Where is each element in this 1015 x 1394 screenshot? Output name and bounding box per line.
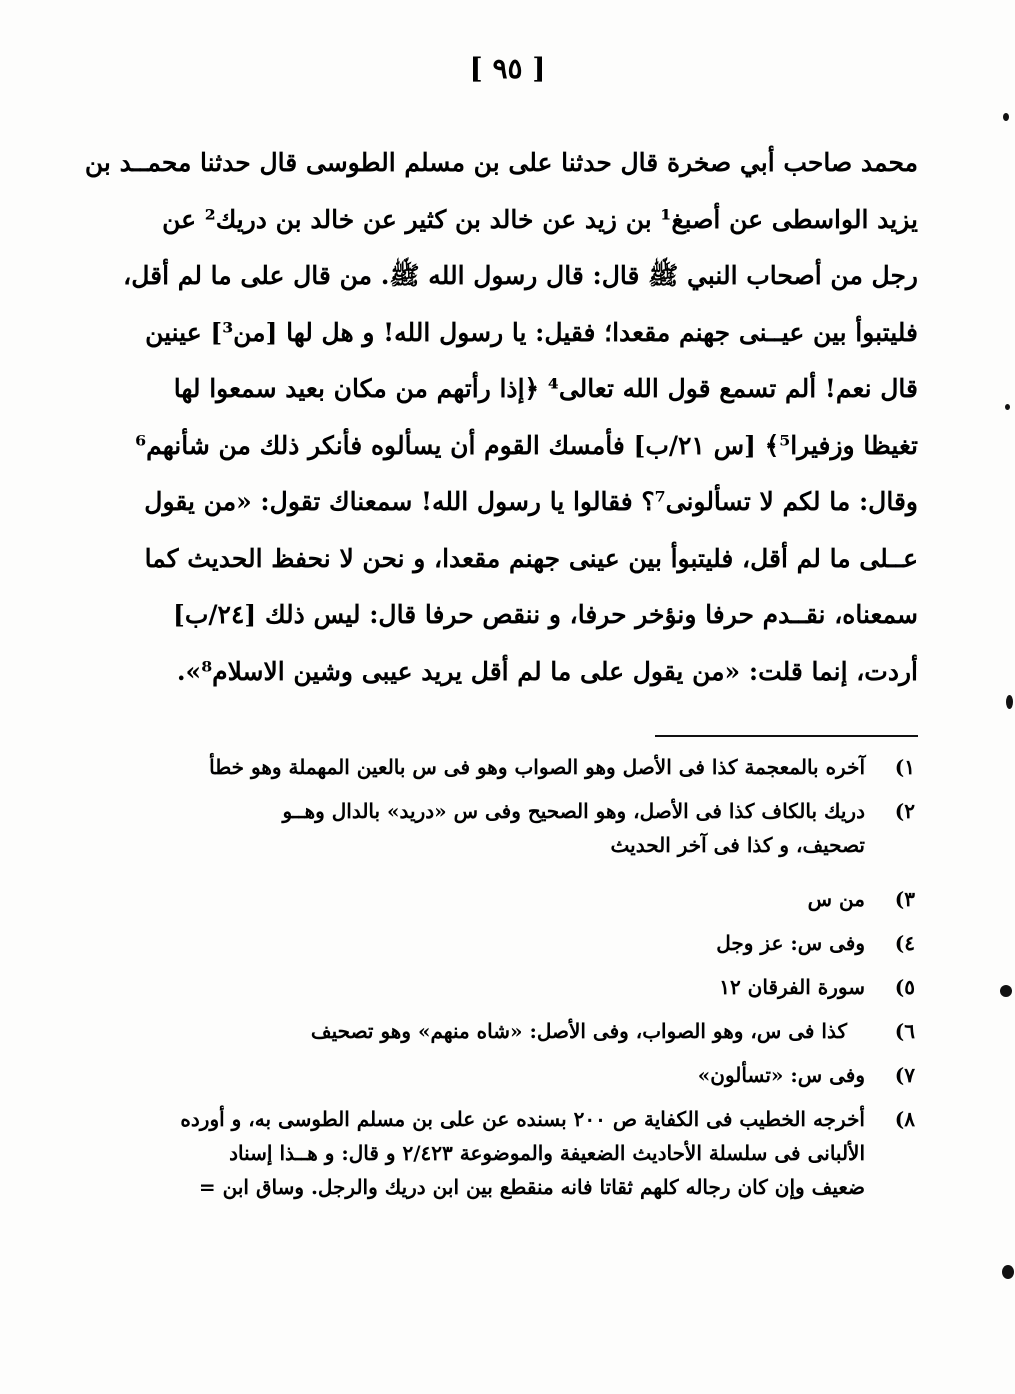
body-line: قال نعم! ألم تسمع قول الله تعالى⁴ ﴿إذا رأتهم من مكان بعيد سمعوا لها [173,374,918,403]
footnote-text [175,1014,865,1048]
footnote-line: الألبانى فى سلسلة الأحاديث الضعيفة والموضوعة ٢/٤٢٣ و قال: و هــذا إسناد [229,1141,865,1165]
footnote-item [175,1014,915,1048]
body-line: وقال: ما لكم لا تسألونى⁷؟ فقالوا يا رسول الله! سمعناك تقول: «من يقول [144,487,918,516]
footnote-line: تصحيف، و كذا فى آخر الحديث [610,833,865,857]
body-line: سمعناه، نقــدم حرفا ونؤخر حرفا، و ننقص حرفا قال: ليس ذلك [٢٤/ب] [173,600,918,629]
footnote-line: آخره بالمعجمة كذا فى الأصل وهو الصواب وهو فى س بالعين المهملة وهو خطأ [209,755,865,779]
footnote-text [175,1102,865,1204]
footnote-separator [655,735,918,737]
footnote-number: ٤) [894,931,915,955]
footnote-line: كذا فى س، وهو الصواب، وفى الأصل: «شاه منهم» وهو تصحيف [310,1019,847,1043]
page-number: [ ٩٥ ] [469,52,546,85]
body-line: عــلى ما لم أقل، فليتبوأ بين عينى جهنم مقعدا، و نحن لا نحفظ الحديث كما [144,543,918,573]
footnote-item [175,882,915,916]
body-line: أردت، إنما قلت: «من يقول على ما لم أقل يريد عيبى وشين الاسلام⁸». [176,656,918,686]
scan-mark [1003,113,1009,121]
body-line: تغيظا وزفيرا⁵﴾ [س ٢١/ب] فأمسك القوم أن يسألوه فأنكر ذلك من شأنهم⁶ [135,430,918,460]
footnote-line: من س [807,887,865,911]
footnotes-section [175,750,915,1214]
footnote-number: ٥) [894,975,915,999]
footnote-item [175,794,915,862]
footnote-text [175,750,865,784]
footnote-text [175,794,865,862]
body-line: رجل من أصحاب النبي ﷺ قال: قال رسول الله ﷺ. من قال على ما لم أقل، [123,261,918,290]
scan-mark [1006,695,1013,709]
body-line: فليتبوأ بين عيــنى جهنم مقعدا؛ فقيل: يا رسول الله! و هل لها [من³] عينين [145,317,918,347]
footnote-line: أخرجه الخطيب فى الكفاية ص ٢٠٠ بسنده عن على بن مسلم الطوسى به، و أورده [180,1107,865,1131]
body-line: محمد صاحب أبي صخرة قال حدثنا على بن مسلم الطوسى قال حدثنا محمــد بن [84,148,918,177]
footnote-number: ٢) [894,799,915,823]
footnote-number: ٧) [894,1063,915,1087]
footnote-text [175,882,865,916]
footnote-text [175,1058,865,1092]
footnote-item [175,926,915,960]
footnote-number: ٨) [894,1107,915,1131]
scan-mark [1005,404,1010,410]
scan-mark [1002,1265,1014,1279]
footnote-line: ضعيف وإن كان رجاله كلهم ثقاتا فانه منقطع بين ابن دريك والرجل. وساق ابن = [198,1175,865,1199]
footnote-item [175,1102,915,1204]
footnote-item [175,750,915,784]
footnote-text [175,926,865,960]
footnote-text [175,970,865,1004]
footnote-line: وفى س: عز وجل [716,931,865,955]
footnote-line: دريك بالكاف كذا فى الأصل، وهو الصحيح وفى س «دريد» بالدال وهــو [282,799,865,823]
footnote-line: وفى س: «تسألون» [697,1063,865,1087]
footnote-number: ٦) [894,1019,915,1043]
scan-mark [1000,985,1012,997]
footnote-number: ١) [894,755,915,779]
body-line: يزيد الواسطى عن أصبغ¹ بن زيد عن خالد بن كثير عن خالد بن دريك² عن [162,204,918,234]
footnote-number: ٣) [894,887,915,911]
footnote-line: سورة الفرقان ١٢ [719,975,865,999]
main-text-body [84,135,918,700]
footnote-item [175,970,915,1004]
footnote-item [175,1058,915,1092]
